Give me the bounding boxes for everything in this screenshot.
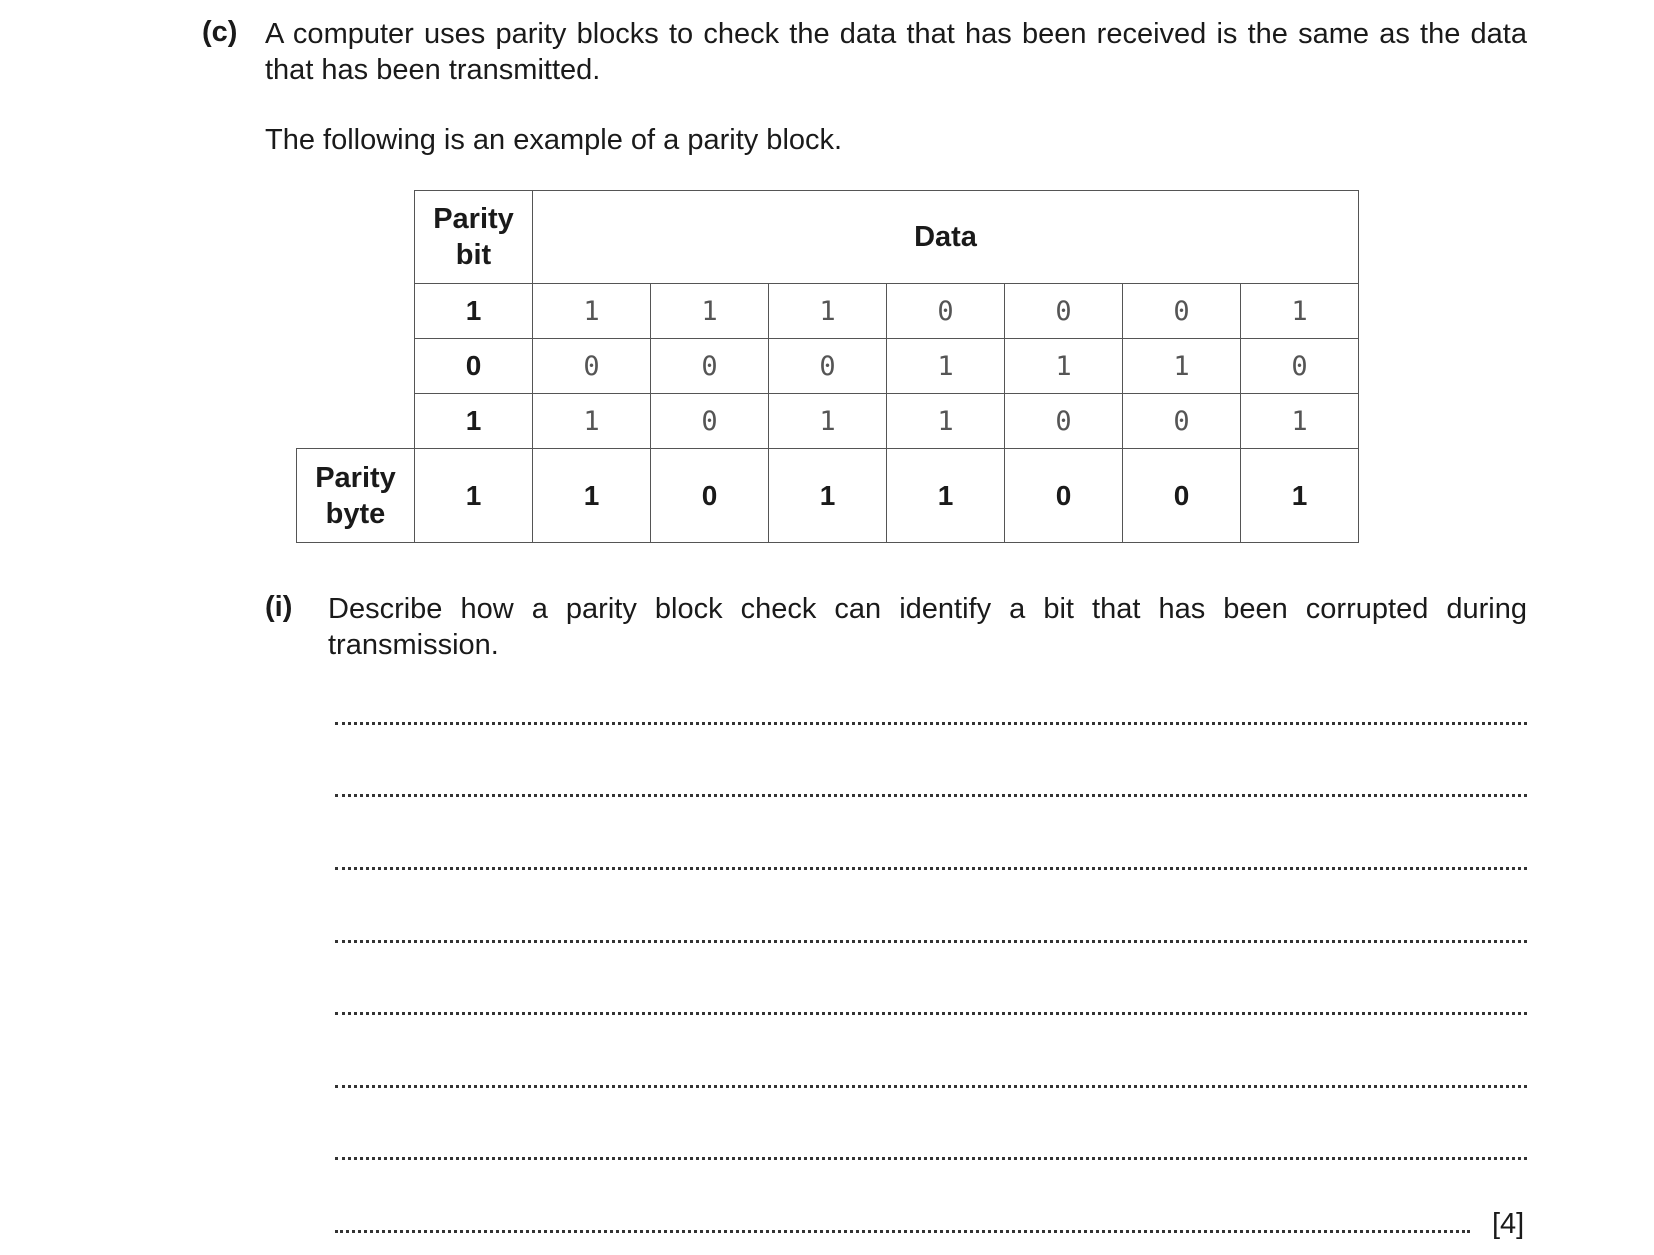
parity-byte-cell: 1 — [769, 449, 887, 543]
table-row — [297, 394, 1359, 449]
parity-bit-cell: 1 — [415, 394, 533, 449]
marks-label: [4] — [1492, 1208, 1525, 1240]
answer-line[interactable] — [335, 940, 1527, 943]
answer-line[interactable] — [335, 1230, 1470, 1233]
subquestion-text: Describe how a parity block check can identify a bit that has been corrupted during transmission. — [328, 593, 1527, 661]
subquestion-label: (i) — [265, 591, 293, 623]
blank-cell — [297, 339, 415, 394]
answer-line[interactable] — [335, 794, 1527, 797]
part-label: (c) — [202, 16, 238, 48]
answer-line[interactable] — [335, 867, 1527, 870]
answer-line[interactable] — [335, 1157, 1527, 1160]
data-cell: 1 — [651, 284, 769, 339]
parity-byte-cell: 0 — [1123, 449, 1241, 543]
header-data: Data — [533, 191, 1359, 284]
example-text: The following is an example of a parity block. — [265, 124, 843, 156]
blank-cell — [297, 191, 415, 284]
data-cell: 0 — [1123, 284, 1241, 339]
parity-byte-cell: 1 — [415, 449, 533, 543]
data-cell: 1 — [1005, 339, 1123, 394]
parity-byte-cell: 1 — [1241, 449, 1359, 543]
parity-byte-cell: 0 — [1005, 449, 1123, 543]
table-row — [297, 284, 1359, 339]
blank-cell — [297, 394, 415, 449]
question-intro: A computer uses parity blocks to check the data that has been received is the same as the data that has been transmitted. — [265, 18, 1527, 86]
parity-byte-cell: 1 — [887, 449, 1005, 543]
data-cell: 1 — [533, 394, 651, 449]
data-cell: 0 — [651, 339, 769, 394]
answer-line[interactable] — [335, 1012, 1527, 1015]
data-cell: 1 — [1123, 339, 1241, 394]
parity-byte-row — [297, 449, 1359, 543]
data-cell: 1 — [769, 394, 887, 449]
parity-bit-cell: 0 — [415, 339, 533, 394]
data-cell: 1 — [887, 394, 1005, 449]
answer-line[interactable] — [335, 1085, 1527, 1088]
data-cell: 1 — [533, 284, 651, 339]
row-label-parity-byte: Parity byte — [297, 449, 415, 543]
data-cell: 1 — [887, 339, 1005, 394]
data-cell: 0 — [651, 394, 769, 449]
table-row — [297, 339, 1359, 394]
parity-byte-cell: 1 — [533, 449, 651, 543]
blank-cell — [297, 284, 415, 339]
parity-block-table — [296, 190, 1359, 543]
data-cell: 0 — [1005, 284, 1123, 339]
data-cell: 0 — [1123, 394, 1241, 449]
data-cell: 1 — [769, 284, 887, 339]
parity-byte-cell: 0 — [651, 449, 769, 543]
parity-bit-cell: 1 — [415, 284, 533, 339]
data-cell: 0 — [769, 339, 887, 394]
table-header-row — [297, 191, 1359, 284]
data-cell: 0 — [887, 284, 1005, 339]
data-cell: 1 — [1241, 284, 1359, 339]
header-parity-bit: Parity bit — [415, 191, 533, 284]
data-cell: 1 — [1241, 394, 1359, 449]
data-cell: 0 — [533, 339, 651, 394]
data-cell: 0 — [1005, 394, 1123, 449]
data-cell: 0 — [1241, 339, 1359, 394]
answer-line[interactable] — [335, 722, 1527, 725]
